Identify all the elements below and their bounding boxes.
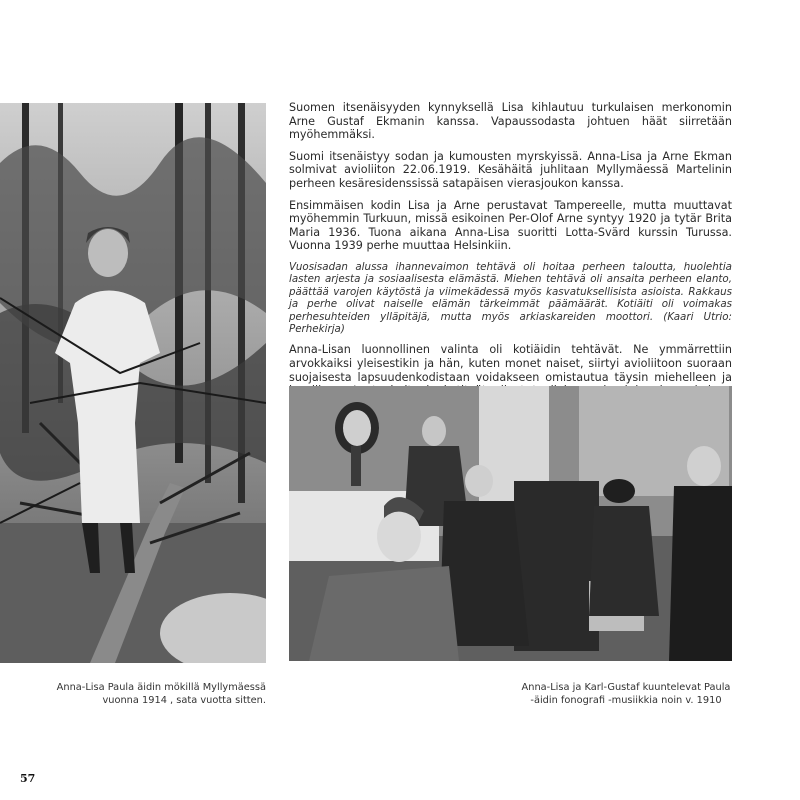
caption-left-line1: Anna-Lisa Paula äidin mökillä Myllymäessä xyxy=(56,682,266,693)
paragraph-engagement: Suomen itsenäisyyden kynnyksellä Lisa kihlautuu turkulaisen merkonomin Arne Gustaf Ekmanin kanssa. Vapaussodasta johtuen häät siirretään myöhemmäksi. xyxy=(289,101,732,142)
caption-right-line1: Anna-Lisa ja Karl-Gustaf kuuntelevat Paula xyxy=(521,682,731,693)
paragraph-first-home: Ensimmäisen kodin Lisa ja Arne perustavat Tampereelle, mutta muuttavat myöhemmin Turkuun, missä esikoinen Per-Olof Arne syntyy 1920 ja tytär Brita Maria 1936. Tuona aikana Anna-Lisa suoritti Lotta-Svärd kurssin Turussa. Vuonna 1939 perhe muuttaa Helsinkiin. xyxy=(289,198,732,253)
caption-left-photo xyxy=(40,682,266,707)
caption-left-line2: vuonna 1914 , sata vuotta sitten. xyxy=(102,694,266,706)
caption-right-photo xyxy=(520,682,732,707)
photo-woman-in-forest-image xyxy=(0,103,266,663)
photo-family-phonograph-image xyxy=(289,386,732,661)
paragraph-wedding: Suomi itsenäistyy sodan ja kumousten myrskyissä. Anna-Lisa ja Arne Ekman solmivat avioliiton 22.06.1919. Kesähäitä juhlitaan Myllymäessä Martelinin perheen kesäresidenssissä satapäisen vierasjoukon kanssa. xyxy=(289,149,732,190)
photo-woman-in-forest xyxy=(0,103,266,663)
caption-right-line2: -äidin fonografi -musiikkia noin v. 1910 xyxy=(530,694,722,706)
body-text xyxy=(289,101,732,419)
photo-family-phonograph xyxy=(289,386,732,661)
quote-perhekirja: Vuosisadan alussa ihannevaimon tehtävä oli hoitaa perheen taloutta, huolehtia lasten arjesta ja sosiaalisesta elämästä. Miehen tehtävä oli ansaita perheen elanto, päättää varojen käytöstä ja viimekädessä myös kasvatuksellisista asioista. Rakkaus ja perhe olivat naiselle elämän tärkeimmät päämäärät. Kotiäiti oli voimakas perhesuhteiden ylläpitäjä, mutta myös arkiaskareiden moottori. (Kaari Utrio: Perhekirja) xyxy=(289,260,732,335)
page-number: 57 xyxy=(20,772,36,785)
paragraph-homemaker: Anna-Lisan luonnollinen valinta oli kotiäidin tehtävät. Ne ymmärrettiin arvokkaiksi yleisestikin ja hän, kuten monet naiset, siirtyi avioliitoon suoraan suojaisesta lapsuudenkodistaan voidakseen omistautua täysin miehelleen ja xyxy=(289,343,732,384)
